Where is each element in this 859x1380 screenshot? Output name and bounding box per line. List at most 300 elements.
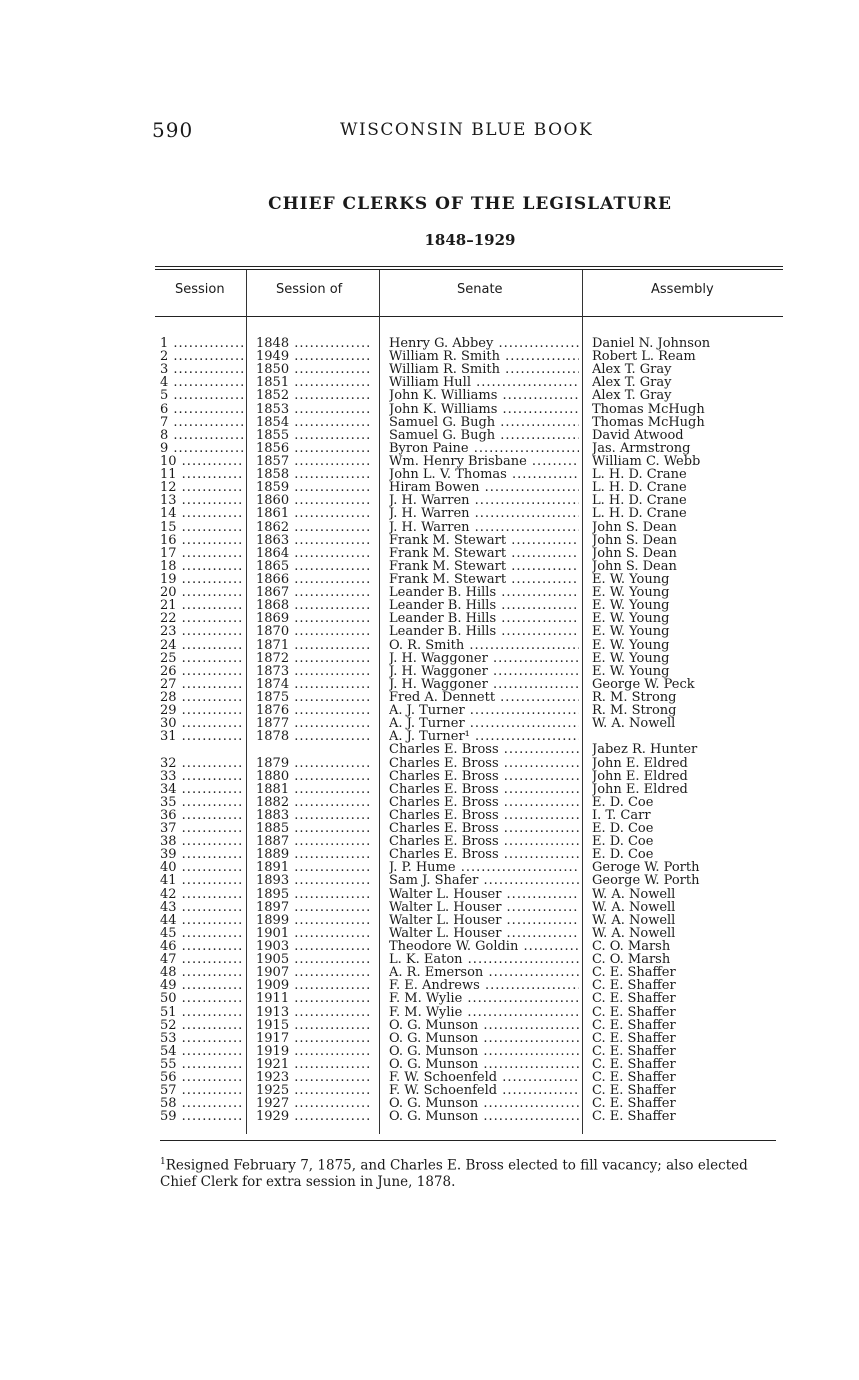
assembly-clerk: Thomas McHugh (592, 402, 705, 416)
senate-clerk: J. H. Waggoner ..... (389, 678, 579, 691)
senate-clerk: Leander B. Hills ..... (389, 599, 579, 612)
senate-clerk: Walter L. Houser ..... (389, 927, 579, 940)
assembly-clerk: E. D. Coe (592, 848, 654, 862)
session-number: 10 ..... (160, 455, 244, 468)
session-number: 15 ..... (160, 521, 244, 534)
session-year: 1895 ..... (256, 888, 372, 901)
session-year: 1856 ..... (256, 442, 372, 455)
session-number: 6 ..... (160, 403, 244, 416)
bottom-rule (160, 1140, 776, 1141)
table-row (0, 1045, 859, 1058)
table-row (0, 743, 859, 756)
table-row (0, 953, 859, 966)
table-row (0, 599, 859, 612)
assembly-clerk: John S. Dean (592, 533, 677, 547)
assembly-clerk: E. W. Young (592, 625, 670, 639)
session-number: 27 ..... (160, 678, 244, 691)
assembly-clerk: R. M. Strong (592, 690, 677, 704)
session-year: 1905 ..... (256, 953, 372, 966)
session-number: 31 ..... (160, 730, 244, 743)
assembly-clerk: C. O. Marsh (592, 940, 671, 954)
assembly-clerk: E. W. Young (592, 586, 670, 600)
session-year: 1869 ..... (256, 612, 372, 625)
senate-clerk: Frank M. Stewart ..... (389, 534, 579, 547)
session-year: 1851 ..... (256, 376, 372, 389)
senate-clerk: Charles E. Bross ..... (389, 835, 579, 848)
assembly-clerk: C. E. Shaffer (592, 1018, 676, 1032)
session-year: 1858 ..... (256, 468, 372, 481)
table-row (0, 481, 859, 494)
assembly-clerk: William C. Webb (592, 454, 701, 468)
senate-clerk: Samuel G. Bugh ..... (389, 416, 579, 429)
table-row (0, 1084, 859, 1097)
session-year: 1927 ..... (256, 1097, 372, 1110)
table-title: CHIEF CLERKS OF THE LEGISLATURE (268, 194, 672, 214)
assembly-clerk: John E. Eldred (592, 782, 688, 796)
assembly-clerk: E. W. Young (592, 572, 670, 586)
session-year: 1907 ..... (256, 966, 372, 979)
session-number: 18 ..... (160, 560, 244, 573)
session-number: 45 ..... (160, 927, 244, 940)
session-year: 1891 ..... (256, 861, 372, 874)
session-year: 1903 ..... (256, 940, 372, 953)
session-year: 1909 ..... (256, 979, 372, 992)
table-row (0, 507, 859, 520)
assembly-clerk: E. W. Young (592, 599, 670, 613)
assembly-clerk: E. D. Coe (592, 795, 654, 809)
table-row (0, 350, 859, 363)
session-number: 12 ..... (160, 481, 244, 494)
senate-clerk: J. H. Warren ..... (389, 521, 579, 534)
senate-clerk: J. P. Hume ..... (389, 861, 579, 874)
assembly-clerk: W. A. Nowell (592, 900, 676, 914)
senate-clerk: Charles E. Bross ..... (389, 796, 579, 809)
assembly-clerk: John S. Dean (592, 520, 677, 534)
session-number: 7 ..... (160, 416, 244, 429)
senate-clerk: Fred A. Dennett ..... (389, 691, 579, 704)
assembly-clerk: John S. Dean (592, 559, 677, 573)
top-rule (155, 266, 783, 267)
table-row (0, 796, 859, 809)
senate-clerk: F. E. Andrews ..... (389, 979, 579, 992)
table-row (0, 783, 859, 796)
session-year: 1855 ..... (256, 429, 372, 442)
assembly-clerk: R. M. Strong (592, 704, 677, 718)
assembly-clerk: L. H. D. Crane (592, 468, 687, 482)
session-year: 1865 ..... (256, 560, 372, 573)
session-year: 1876 ..... (256, 704, 372, 717)
table-row (0, 1058, 859, 1071)
session-year: 1880 ..... (256, 770, 372, 783)
session-number: 24 ..... (160, 639, 244, 652)
senate-clerk: A. R. Emerson ..... (389, 966, 579, 979)
table-row (0, 848, 859, 861)
table-row (0, 586, 859, 599)
senate-clerk: John K. Williams ..... (389, 389, 579, 402)
session-year: 1875 ..... (256, 691, 372, 704)
senate-clerk: Charles E. Bross ..... (389, 822, 579, 835)
senate-clerk: Sam J. Shafer ..... (389, 874, 579, 887)
assembly-clerk: C. E. Shaffer (592, 979, 676, 993)
footnote-text: Resigned February 7, 1875, and Charles E. Bross elected to fill vacancy; also elected Chief Clerk for extra session in June, 1878. (160, 1157, 748, 1190)
senate-clerk: Charles E. Bross ..... (389, 757, 579, 770)
senate-clerk: Charles E. Bross ..... (389, 743, 579, 756)
session-number: 5 ..... (160, 389, 244, 402)
session-number: 25 ..... (160, 652, 244, 665)
session-number: 22 ..... (160, 612, 244, 625)
session-number: 14 ..... (160, 507, 244, 520)
assembly-clerk: E. W. Young (592, 651, 670, 665)
senate-clerk: O. G. Munson ..... (389, 1032, 579, 1045)
session-year: 1949 ..... (256, 350, 372, 363)
session-number: 48 ..... (160, 966, 244, 979)
assembly-clerk: Thomas McHugh (592, 415, 705, 429)
session-year: 1893 ..... (256, 874, 372, 887)
table-row (0, 914, 859, 927)
session-number: 55 ..... (160, 1058, 244, 1071)
session-year: 1864 ..... (256, 547, 372, 560)
column-header-session: Session (175, 282, 225, 297)
header-rule (155, 316, 783, 317)
table-row (0, 389, 859, 402)
session-number: 36 ..... (160, 809, 244, 822)
senate-clerk: F. M. Wylie ..... (389, 992, 579, 1005)
session-year: 1862 ..... (256, 521, 372, 534)
assembly-clerk: George W. Porth (592, 874, 700, 888)
session-year: 1925 ..... (256, 1084, 372, 1097)
assembly-clerk: L. H. D. Crane (592, 494, 687, 508)
running-title: WISCONSIN BLUE BOOK (340, 120, 594, 140)
assembly-clerk: E. W. Young (592, 638, 670, 652)
table-row (0, 704, 859, 717)
session-number: 26 ..... (160, 665, 244, 678)
page-number: 590 (152, 118, 194, 142)
session-number: 29 ..... (160, 704, 244, 717)
session-number: 54 ..... (160, 1045, 244, 1058)
assembly-clerk: Jas. Armstrong (592, 441, 691, 455)
table-row (0, 691, 859, 704)
session-year: 1867 ..... (256, 586, 372, 599)
senate-clerk: Leander B. Hills ..... (389, 612, 579, 625)
senate-clerk: Walter L. Houser ..... (389, 888, 579, 901)
table-row (0, 927, 859, 940)
senate-clerk: Frank M. Stewart ..... (389, 547, 579, 560)
table-row (0, 717, 859, 730)
table-row (0, 678, 859, 691)
senate-clerk: O. G. Munson ..... (389, 1058, 579, 1071)
session-number: 17 ..... (160, 547, 244, 560)
table-row (0, 1097, 859, 1110)
session-year: 1889 ..... (256, 848, 372, 861)
table-row (0, 979, 859, 992)
table-row (0, 416, 859, 429)
session-year: 1873 ..... (256, 665, 372, 678)
column-header-session-of: Session of (276, 282, 343, 297)
senate-clerk: Wm. Henry Brisbane ..... (389, 455, 579, 468)
session-year: 1852 ..... (256, 389, 372, 402)
assembly-clerk: E. W. Young (592, 664, 670, 678)
senate-clerk: Henry G. Abbey ..... (389, 337, 579, 350)
session-number: 42 ..... (160, 888, 244, 901)
assembly-clerk: C. E. Shaffer (592, 966, 676, 980)
assembly-clerk: David Atwood (592, 428, 684, 442)
table-row (0, 639, 859, 652)
table-row (0, 337, 859, 350)
senate-clerk: O. G. Munson ..... (389, 1110, 579, 1123)
session-number: 34 ..... (160, 783, 244, 796)
table-row (0, 363, 859, 376)
session-year: 1911 ..... (256, 992, 372, 1005)
session-year: 1899 ..... (256, 914, 372, 927)
senate-clerk: O. R. Smith ..... (389, 639, 579, 652)
assembly-clerk: W. A. Nowell (592, 717, 676, 731)
table-row (0, 442, 859, 455)
assembly-clerk: W. A. Nowell (592, 913, 676, 927)
footnote-marker: 1 (160, 1157, 166, 1167)
assembly-clerk: C. E. Shaffer (592, 1031, 676, 1045)
senate-clerk: William R. Smith ..... (389, 363, 579, 376)
session-number: 57 ..... (160, 1084, 244, 1097)
session-number: 11 ..... (160, 468, 244, 481)
column-header-senate: Senate (457, 282, 503, 297)
senate-clerk: A. J. Turner ..... (389, 717, 579, 730)
session-year: 1866 ..... (256, 573, 372, 586)
session-number: 56 ..... (160, 1071, 244, 1084)
table-row (0, 888, 859, 901)
table-row (0, 376, 859, 389)
senate-clerk: Charles E. Bross ..... (389, 770, 579, 783)
senate-clerk: John L. V. Thomas ..... (389, 468, 579, 481)
session-number: 53 ..... (160, 1032, 244, 1045)
session-year: 1887 ..... (256, 835, 372, 848)
assembly-clerk: C. E. Shaffer (592, 992, 676, 1006)
assembly-clerk: Daniel N. Johnson (592, 337, 711, 350)
senate-clerk: Samuel G. Bugh ..... (389, 429, 579, 442)
table-row (0, 625, 859, 638)
table-row (0, 1019, 859, 1032)
table-row (0, 403, 859, 416)
senate-clerk: Frank M. Stewart ..... (389, 573, 579, 586)
table-row (0, 1032, 859, 1045)
session-year: 1919 ..... (256, 1045, 372, 1058)
table-row (0, 1071, 859, 1084)
session-year: 1853 ..... (256, 403, 372, 416)
session-year: 1874 ..... (256, 678, 372, 691)
session-year: 1850 ..... (256, 363, 372, 376)
table-row (0, 560, 859, 573)
session-number: 37 ..... (160, 822, 244, 835)
assembly-clerk: C. E. Shaffer (592, 1084, 676, 1098)
session-number: 19 ..... (160, 573, 244, 586)
assembly-clerk: L. H. D. Crane (592, 481, 687, 495)
session-number: 1 ..... (160, 337, 244, 350)
top-rule-double (155, 269, 783, 270)
senate-clerk: Charles E. Bross ..... (389, 783, 579, 796)
session-number: 59 ..... (160, 1110, 244, 1123)
session-number: 21 ..... (160, 599, 244, 612)
table-row (0, 757, 859, 770)
session-number: 49 ..... (160, 979, 244, 992)
senate-clerk: William R. Smith ..... (389, 350, 579, 363)
table-row (0, 455, 859, 468)
session-number: 16 ..... (160, 534, 244, 547)
session-year: 1868 ..... (256, 599, 372, 612)
table-row (0, 1110, 859, 1123)
senate-clerk: A. J. Turner¹ ..... (389, 730, 579, 743)
table-row (0, 861, 859, 874)
senate-clerk: J. H. Waggoner ..... (389, 665, 579, 678)
session-year: 1929 ..... (256, 1110, 372, 1123)
session-number: 13 ..... (160, 494, 244, 507)
session-year: 1917 ..... (256, 1032, 372, 1045)
session-number: 2 ..... (160, 350, 244, 363)
assembly-clerk: John E. Eldred (592, 756, 688, 770)
senate-clerk: Leander B. Hills ..... (389, 586, 579, 599)
table-row (0, 992, 859, 1005)
table-row (0, 966, 859, 979)
session-year: 1885 ..... (256, 822, 372, 835)
senate-clerk: L. K. Eaton ..... (389, 953, 579, 966)
assembly-clerk: George W. Peck (592, 677, 695, 691)
session-year: 1897 ..... (256, 901, 372, 914)
assembly-clerk: Jabez R. Hunter (592, 743, 698, 757)
senate-clerk: William Hull ..... (389, 376, 579, 389)
table-row (0, 809, 859, 822)
session-year: 1923 ..... (256, 1071, 372, 1084)
senate-clerk: Walter L. Houser ..... (389, 914, 579, 927)
assembly-clerk: E. W. Young (592, 612, 670, 626)
table-row (0, 521, 859, 534)
session-year: 1882 ..... (256, 796, 372, 809)
assembly-clerk: I. T. Carr (592, 808, 651, 822)
assembly-clerk: Alex T. Gray (592, 363, 672, 377)
table-row (0, 652, 859, 665)
session-year: 1879 ..... (256, 757, 372, 770)
session-year: 1881 ..... (256, 783, 372, 796)
senate-clerk: A. J. Turner ..... (389, 704, 579, 717)
table-row (0, 730, 859, 743)
session-number: 32 ..... (160, 757, 244, 770)
session-year: 1848 ..... (256, 337, 372, 350)
footnote (160, 1154, 782, 1190)
assembly-clerk: Robert L. Ream (592, 350, 696, 364)
session-number: 51 ..... (160, 1006, 244, 1019)
session-year: 1878 ..... (256, 730, 372, 743)
assembly-clerk: C. E. Shaffer (592, 1058, 676, 1072)
assembly-clerk: E. D. Coe (592, 835, 654, 849)
table-row (0, 534, 859, 547)
table-row (0, 940, 859, 953)
table-body (0, 337, 859, 1124)
table-row (0, 468, 859, 481)
senate-clerk: J. H. Warren ..... (389, 507, 579, 520)
senate-clerk: O. G. Munson ..... (389, 1019, 579, 1032)
session-year: 1877 ..... (256, 717, 372, 730)
session-number: 41 ..... (160, 874, 244, 887)
assembly-clerk: John S. Dean (592, 546, 677, 560)
session-year: 1915 ..... (256, 1019, 372, 1032)
session-year: 1860 ..... (256, 494, 372, 507)
column-header-assembly: Assembly (651, 282, 714, 297)
table-row (0, 494, 859, 507)
session-year: 1870 ..... (256, 625, 372, 638)
session-number: 20 ..... (160, 586, 244, 599)
session-number: 50 ..... (160, 992, 244, 1005)
assembly-clerk: L. H. D. Crane (592, 507, 687, 521)
assembly-clerk: C. O. Marsh (592, 953, 671, 967)
session-number: 33 ..... (160, 770, 244, 783)
session-year: 1861 ..... (256, 507, 372, 520)
session-number: 39 ..... (160, 848, 244, 861)
table-row (0, 547, 859, 560)
session-year: 1883 ..... (256, 809, 372, 822)
senate-clerk: Leander B. Hills ..... (389, 625, 579, 638)
session-year: 1863 ..... (256, 534, 372, 547)
session-number: 40 ..... (160, 861, 244, 874)
assembly-clerk: C. E. Shaffer (592, 1071, 676, 1085)
table-row (0, 822, 859, 835)
senate-clerk: O. G. Munson ..... (389, 1097, 579, 1110)
assembly-clerk: E. D. Coe (592, 822, 654, 836)
table-row (0, 835, 859, 848)
session-year: 1859 ..... (256, 481, 372, 494)
table-row (0, 573, 859, 586)
assembly-clerk: C. E. Shaffer (592, 1044, 676, 1058)
assembly-clerk: W. A. Nowell (592, 926, 676, 940)
table-row (0, 901, 859, 914)
session-number: 3 ..... (160, 363, 244, 376)
session-year: 1871 ..... (256, 639, 372, 652)
senate-clerk: Byron Paine ..... (389, 442, 579, 455)
senate-clerk: O. G. Munson ..... (389, 1045, 579, 1058)
assembly-clerk: Alex T. Gray (592, 376, 672, 390)
session-year: 1913 ..... (256, 1006, 372, 1019)
session-year: 1921 ..... (256, 1058, 372, 1071)
senate-clerk: Hiram Bowen ..... (389, 481, 579, 494)
session-number: 9 ..... (160, 442, 244, 455)
session-year: 1857 ..... (256, 455, 372, 468)
table-row (0, 429, 859, 442)
session-number: 8 ..... (160, 429, 244, 442)
senate-clerk: Charles E. Bross ..... (389, 848, 579, 861)
senate-clerk: J. H. Waggoner ..... (389, 652, 579, 665)
table-row (0, 665, 859, 678)
session-number: 4 ..... (160, 376, 244, 389)
session-year: 1872 ..... (256, 652, 372, 665)
senate-clerk: Walter L. Houser ..... (389, 901, 579, 914)
table-row (0, 1006, 859, 1019)
assembly-clerk: C. E. Shaffer (592, 1005, 676, 1019)
session-number: 46 ..... (160, 940, 244, 953)
senate-clerk: F. W. Schoenfeld ..... (389, 1084, 579, 1097)
session-number: 28 ..... (160, 691, 244, 704)
session-number: 23 ..... (160, 625, 244, 638)
senate-clerk: Theodore W. Goldin ..... (389, 940, 579, 953)
assembly-clerk: John E. Eldred (592, 769, 688, 783)
senate-clerk: F. W. Schoenfeld ..... (389, 1071, 579, 1084)
session-year: 1901 ..... (256, 927, 372, 940)
table-row (0, 612, 859, 625)
senate-clerk: F. M. Wylie ..... (389, 1006, 579, 1019)
session-number: 58 ..... (160, 1097, 244, 1110)
table-row (0, 874, 859, 887)
senate-clerk: J. H. Warren ..... (389, 494, 579, 507)
senate-clerk: John K. Williams ..... (389, 403, 579, 416)
assembly-clerk: Geroge W. Porth (592, 861, 700, 875)
session-number: 43 ..... (160, 901, 244, 914)
assembly-clerk: C. E. Shaffer (592, 1110, 676, 1124)
date-range: 1848–1929 (424, 231, 516, 249)
